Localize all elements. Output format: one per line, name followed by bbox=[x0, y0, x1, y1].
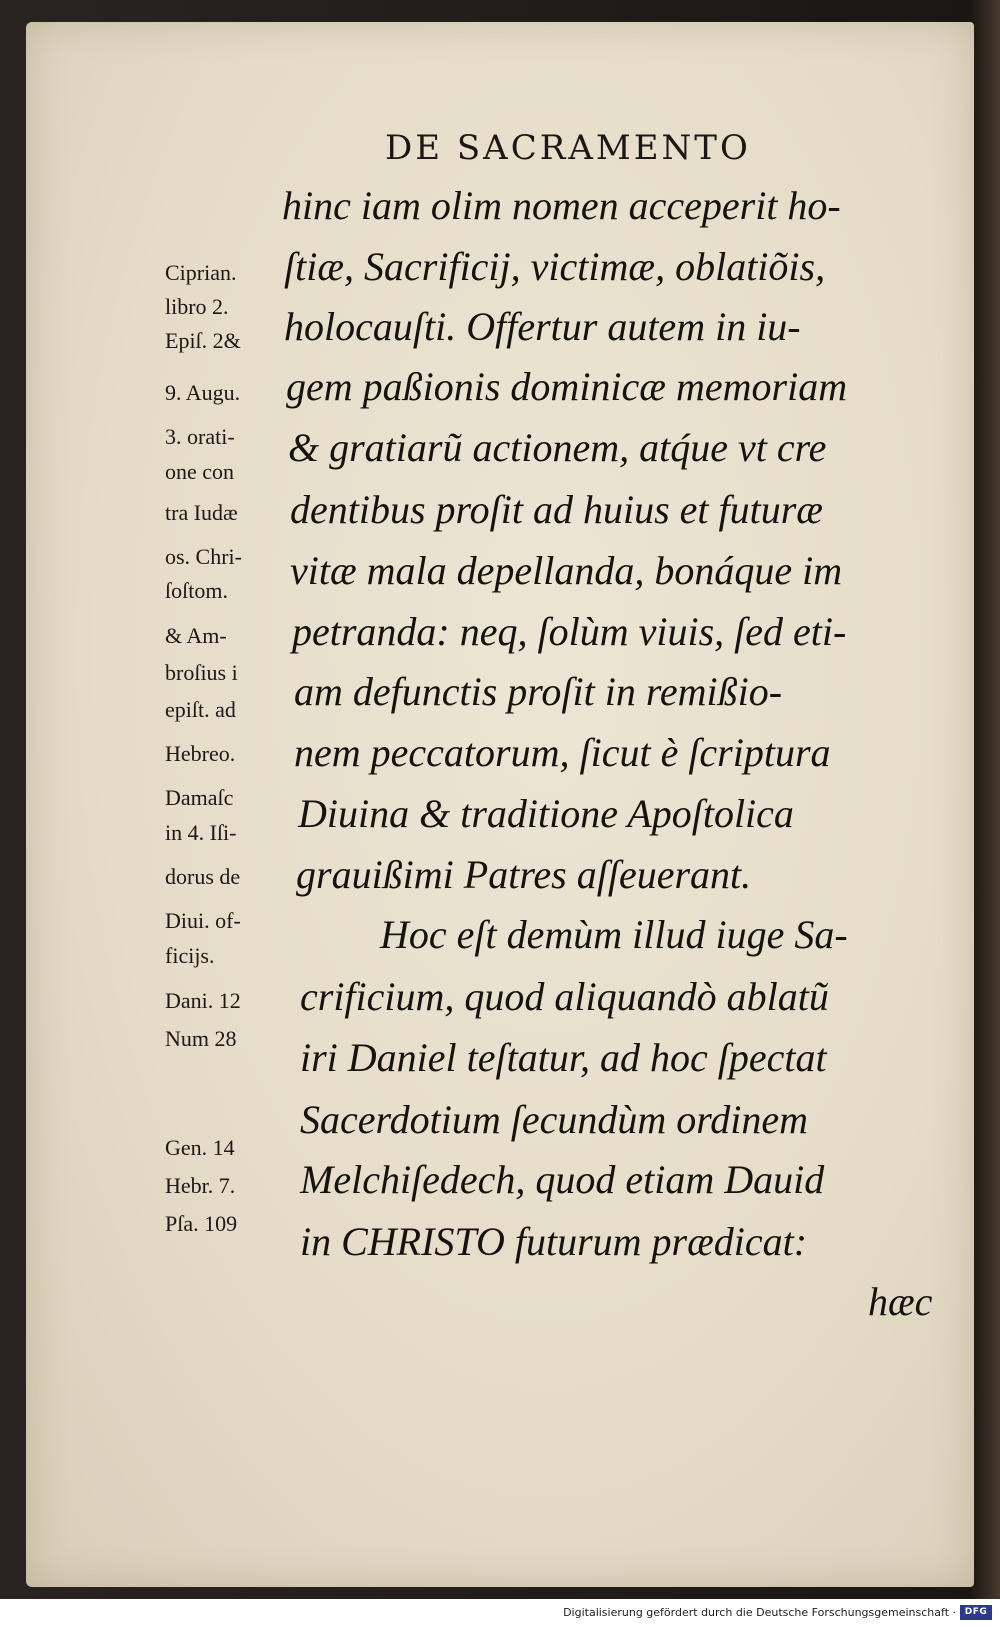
page-edge bbox=[970, 0, 1000, 1600]
marginal-note: Hebr. 7. bbox=[165, 1173, 236, 1198]
text-line: & gratiarũ actionem, atq́ue vt cre bbox=[288, 425, 827, 470]
text-line: iri Daniel teſtatur, ad hoc ſpectat bbox=[300, 1035, 827, 1080]
text-line: ſtiæ, Sacrificij, victimæ, oblatiõis, bbox=[284, 244, 826, 289]
marginal-note: libro 2. bbox=[165, 294, 229, 319]
text-line: nem peccatorum, ſicut è ſcriptura bbox=[294, 730, 831, 775]
marginal-note: Hebreo. bbox=[165, 741, 236, 766]
marginal-note: in 4. Iſi- bbox=[165, 820, 237, 845]
text-line: grauißimi Patres aſſeuerant. bbox=[296, 852, 752, 897]
dfg-logo-icon: DFG bbox=[960, 1605, 992, 1620]
marginal-note: Diui. of- bbox=[165, 908, 241, 933]
marginal-note: dorus de bbox=[165, 864, 241, 889]
marginal-note: Epiſ. 2& bbox=[165, 328, 241, 353]
text-line: in CHRISTO futurum prædicat: bbox=[300, 1219, 808, 1264]
text-line: gem paßionis dominicæ memoriam bbox=[286, 364, 848, 409]
text-line: Melchiſedech, quod etiam Dauid bbox=[300, 1157, 825, 1202]
marginal-note: 3. orati- bbox=[165, 424, 235, 449]
text-line: dentibus proſit ad huius et futuræ bbox=[290, 487, 823, 532]
funding-credit: Digitalisierung gefördert durch die Deutsche Forschungsgemeinschaft · bbox=[563, 1606, 956, 1619]
marginal-note: Damaſc bbox=[165, 785, 234, 810]
marginal-note: Dani. 12 bbox=[165, 988, 241, 1013]
text-line: Diuina & traditione Apoſtolica bbox=[298, 791, 794, 836]
marginal-note: Pſa. 109 bbox=[165, 1211, 238, 1236]
text-line: Hoc eſt demùm illud iuge Sa- bbox=[380, 912, 848, 957]
marginal-note: Gen. 14 bbox=[165, 1135, 235, 1160]
marginal-note: broſius i bbox=[165, 660, 238, 685]
text-line: am defunctis proſit in remißio- bbox=[294, 669, 783, 714]
marginal-note: 9. Augu. bbox=[165, 380, 241, 405]
text-line: vitæ mala depellanda, bonáque im bbox=[290, 548, 843, 593]
text-line: Sacerdotium ſecundùm ordinem bbox=[300, 1097, 809, 1142]
marginal-note: Num 28 bbox=[165, 1026, 237, 1051]
marginal-note: epiſt. ad bbox=[165, 697, 236, 722]
text-line: petranda: neq, ſolùm viuis, ſed eti- bbox=[292, 609, 847, 654]
text-line: holocauſti. Offertur autem in iu- bbox=[284, 304, 801, 349]
text-line: crificium, quod aliquandò ablatũ bbox=[300, 974, 829, 1019]
marginal-note: ſoſtom. bbox=[165, 578, 228, 603]
marginal-note: os. Chri- bbox=[165, 544, 242, 569]
marginal-note: ficijs. bbox=[165, 943, 215, 968]
text-line: hinc iam olim nomen acceperit ho- bbox=[282, 183, 841, 228]
marginal-note: one con bbox=[165, 459, 235, 484]
digitization-footer bbox=[0, 1599, 1000, 1627]
marginal-note: & Am- bbox=[165, 623, 227, 648]
catchword: hæc bbox=[868, 1279, 933, 1324]
marginal-note: tra Iudæ bbox=[165, 500, 238, 525]
running-head: DE SACRAMENTO bbox=[385, 128, 751, 168]
marginal-note: Ciprian. bbox=[165, 260, 237, 285]
